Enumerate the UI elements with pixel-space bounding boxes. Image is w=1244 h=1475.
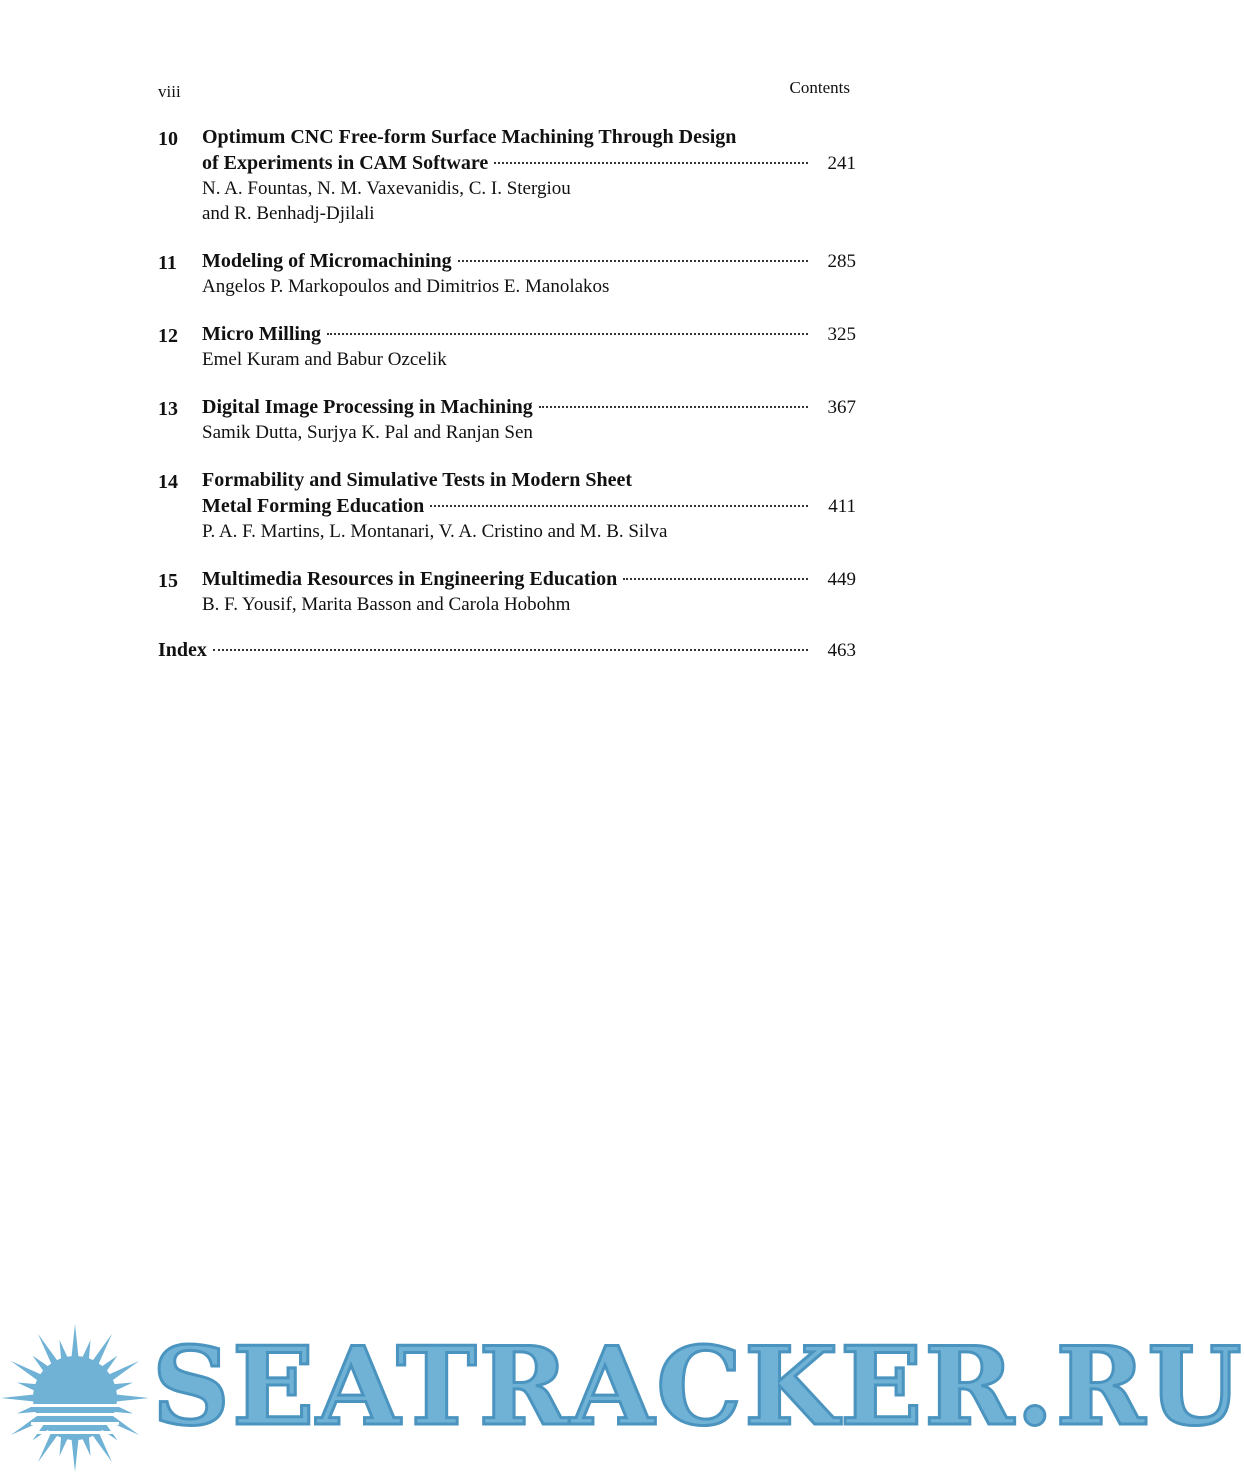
dot-leader (539, 406, 808, 408)
chapter-authors: P. A. F. Martins, L. Montanari, V. A. Cristino and M. B. Silva (202, 521, 668, 542)
chapter-title: Multimedia Resources in Engineering Education (202, 568, 618, 590)
toc-entry[interactable] (158, 467, 856, 544)
entry-body (202, 566, 856, 617)
page-reference: 367 (827, 397, 856, 418)
dot-leader (494, 162, 808, 164)
table-of-contents (158, 124, 856, 662)
chapter-number: 13 (158, 398, 178, 420)
dot-leader (623, 578, 808, 580)
chapter-title-row (202, 248, 856, 274)
dot-leader (213, 649, 808, 651)
toc-entry[interactable] (158, 124, 856, 226)
page-reference: 285 (827, 251, 856, 272)
chapter-title-row (202, 394, 856, 420)
entry-body (202, 248, 856, 299)
page-reference: 325 (827, 324, 856, 345)
entry-body (202, 467, 856, 544)
dot-leader (430, 505, 808, 507)
page-header (158, 78, 850, 102)
dot-leader (458, 260, 808, 262)
chapter-title-row (202, 493, 856, 519)
toc-entry[interactable] (158, 394, 856, 445)
chapter-authors: Emel Kuram and Babur Ozcelik (202, 349, 447, 370)
chapter-title-row (202, 566, 856, 592)
toc-entries (158, 124, 856, 617)
entry-body (202, 321, 856, 372)
toc-entry[interactable] (158, 566, 856, 617)
toc-index-entry[interactable] (158, 639, 856, 662)
page-reference: 241 (827, 153, 856, 174)
chapter-number: 12 (158, 325, 178, 347)
watermark-text: SEATRACKER.RU (152, 1324, 1244, 1450)
dot-leader (327, 333, 808, 335)
chapter-title: Modeling of Micromachining (202, 250, 452, 272)
index-page: 463 (827, 640, 856, 661)
index-label: Index (158, 639, 207, 661)
running-head: Contents (789, 78, 850, 97)
page-reference: 411 (828, 496, 856, 517)
chapter-number: 14 (158, 471, 178, 493)
chapter-title-row (202, 321, 856, 347)
entry-body (202, 394, 856, 445)
page-number: viii (158, 82, 181, 101)
chapter-authors: Samik Dutta, Surjya K. Pal and Ranjan Sen (202, 422, 533, 443)
chapter-title-row (202, 150, 856, 176)
chapter-authors: Angelos P. Markopoulos and Dimitrios E. Manolakos (202, 276, 610, 297)
chapter-number: 10 (158, 128, 178, 150)
chapter-title: of Experiments in CAM Software (202, 152, 489, 174)
chapter-title: Metal Forming Education (202, 495, 425, 517)
chapter-authors: N. A. Fountas, N. M. Vaxevanidis, C. I. Stergiou (202, 178, 571, 199)
chapter-title-line: Optimum CNC Free-form Surface Machining Through Design (202, 126, 737, 148)
chapter-number: 11 (158, 252, 177, 274)
chapter-title: Digital Image Processing in Machining (202, 396, 533, 418)
toc-entry[interactable] (158, 321, 856, 372)
entry-body (202, 124, 856, 226)
chapter-authors: B. F. Yousif, Marita Basson and Carola Hobohm (202, 594, 571, 615)
chapter-number: 15 (158, 570, 178, 592)
chapter-title-line: Formability and Simulative Tests in Modern Sheet (202, 469, 633, 491)
toc-entry[interactable] (158, 248, 856, 299)
chapter-authors: and R. Benhadj-Djilali (202, 203, 375, 224)
chapter-title: Micro Milling (202, 323, 322, 345)
page-reference: 449 (827, 569, 856, 590)
